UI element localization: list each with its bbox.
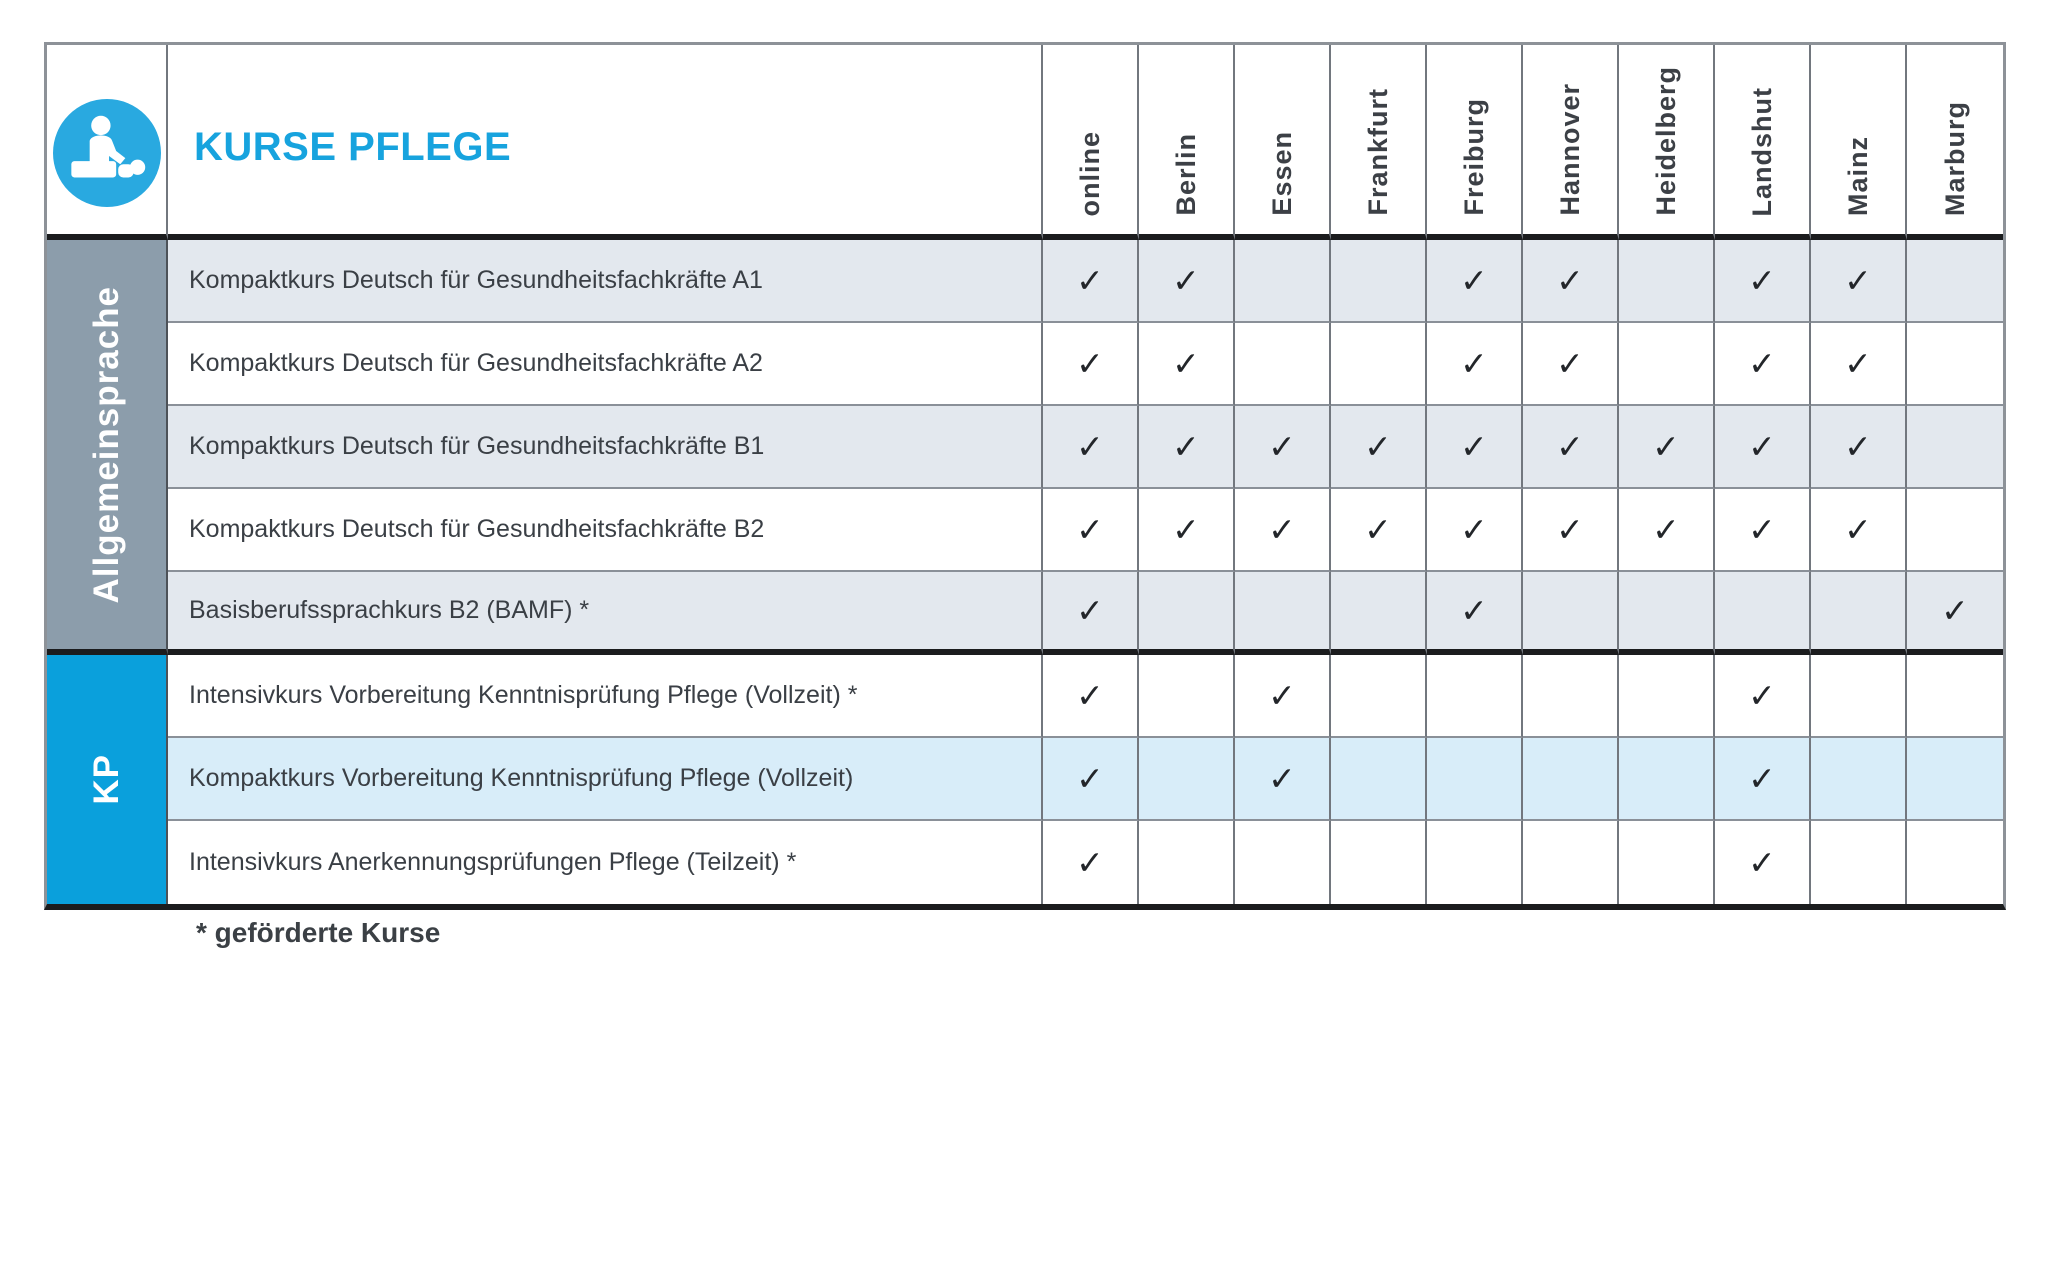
col-header-label: Freiburg	[1458, 98, 1489, 216]
check-cell	[1907, 406, 2003, 489]
section-label-allgemeinsprache	[47, 240, 168, 655]
course-name: Kompaktkurs Deutsch für Gesundheitsfachkräfte B1	[168, 406, 1043, 489]
col-header-label: Essen	[1266, 131, 1297, 216]
check-cell	[1139, 821, 1235, 904]
section-label-text: Allgemeinsprache	[86, 285, 126, 604]
check-cell: ✓	[1523, 406, 1619, 489]
check-cell: ✓	[1043, 323, 1139, 406]
col-header-hannover	[1523, 45, 1619, 240]
col-header-label: Marburg	[1939, 101, 1970, 216]
check-cell	[1523, 572, 1619, 655]
check-cell	[1907, 323, 2003, 406]
table-title-cell	[168, 45, 1043, 240]
check-cell: ✓	[1139, 240, 1235, 323]
check-cell: ✓	[1139, 489, 1235, 572]
check-cell	[1907, 240, 2003, 323]
check-cell	[1619, 821, 1715, 904]
course-name: Kompaktkurs Deutsch für Gesundheitsfachkräfte B2	[168, 489, 1043, 572]
check-cell	[1907, 655, 2003, 738]
col-header-berlin	[1139, 45, 1235, 240]
col-header-heidelberg	[1619, 45, 1715, 240]
col-header-marburg	[1907, 45, 2003, 240]
check-cell: ✓	[1523, 489, 1619, 572]
check-cell	[1331, 572, 1427, 655]
check-cell: ✓	[1715, 738, 1811, 821]
check-cell: ✓	[1715, 406, 1811, 489]
check-cell: ✓	[1235, 655, 1331, 738]
check-cell: ✓	[1715, 489, 1811, 572]
col-header-label: online	[1074, 130, 1105, 216]
check-cell	[1427, 821, 1523, 904]
check-cell	[1139, 572, 1235, 655]
check-cell: ✓	[1427, 323, 1523, 406]
check-cell: ✓	[1427, 406, 1523, 489]
check-cell: ✓	[1331, 406, 1427, 489]
check-cell: ✓	[1523, 323, 1619, 406]
check-cell: ✓	[1331, 489, 1427, 572]
check-cell	[1811, 738, 1907, 821]
check-cell	[1811, 821, 1907, 904]
check-cell: ✓	[1907, 572, 2003, 655]
section-label-text: KP	[86, 754, 126, 805]
check-cell: ✓	[1139, 323, 1235, 406]
check-cell	[1235, 240, 1331, 323]
check-cell: ✓	[1427, 572, 1523, 655]
check-cell	[1907, 738, 2003, 821]
check-cell	[1619, 572, 1715, 655]
col-header-label: Frankfurt	[1362, 88, 1393, 216]
check-cell	[1235, 821, 1331, 904]
course-name: Intensivkurs Anerkennungsprüfungen Pflege (Teilzeit) *	[168, 821, 1043, 904]
check-cell: ✓	[1427, 489, 1523, 572]
check-cell: ✓	[1619, 489, 1715, 572]
check-cell	[1331, 240, 1427, 323]
check-cell	[1331, 323, 1427, 406]
check-cell	[1139, 655, 1235, 738]
check-cell	[1523, 821, 1619, 904]
check-cell	[1331, 655, 1427, 738]
check-cell: ✓	[1619, 406, 1715, 489]
check-cell: ✓	[1043, 489, 1139, 572]
check-cell: ✓	[1811, 406, 1907, 489]
check-cell: ✓	[1811, 240, 1907, 323]
check-cell	[1427, 655, 1523, 738]
check-cell	[1523, 655, 1619, 738]
check-cell	[1139, 738, 1235, 821]
check-cell: ✓	[1715, 323, 1811, 406]
check-cell	[1907, 489, 2003, 572]
check-cell	[1235, 323, 1331, 406]
section-label-kp	[47, 655, 168, 904]
col-header-label: Berlin	[1170, 133, 1201, 216]
col-header-online	[1043, 45, 1139, 240]
check-cell: ✓	[1235, 738, 1331, 821]
check-cell: ✓	[1043, 738, 1139, 821]
check-cell: ✓	[1043, 572, 1139, 655]
col-header-mainz	[1811, 45, 1907, 240]
footnote: * geförderte Kurse	[196, 917, 441, 948]
page-title: KURSE PFLEGE	[194, 125, 512, 169]
course-name: Intensivkurs Vorbereitung Kenntnisprüfung Pflege (Vollzeit) *	[168, 655, 1043, 738]
check-cell: ✓	[1235, 406, 1331, 489]
check-cell	[1811, 655, 1907, 738]
check-cell	[1331, 821, 1427, 904]
check-cell	[1907, 821, 2003, 904]
check-cell	[1619, 738, 1715, 821]
check-cell: ✓	[1043, 406, 1139, 489]
course-name: Kompaktkurs Deutsch für Gesundheitsfachkräfte A2	[168, 323, 1043, 406]
check-cell: ✓	[1811, 323, 1907, 406]
course-name: Kompaktkurs Deutsch für Gesundheitsfachkräfte A1	[168, 240, 1043, 323]
course-name: Kompaktkurs Vorbereitung Kenntnisprüfung Pflege (Vollzeit)	[168, 738, 1043, 821]
course-name: Basisberufssprachkurs B2 (BAMF) *	[168, 572, 1043, 655]
check-cell: ✓	[1715, 821, 1811, 904]
check-cell: ✓	[1043, 240, 1139, 323]
check-cell	[1619, 240, 1715, 323]
col-header-label: Heidelberg	[1650, 66, 1681, 216]
col-header-label: Mainz	[1842, 135, 1873, 216]
nursing-care-icon	[53, 99, 161, 207]
col-header-freiburg	[1427, 45, 1523, 240]
col-header-label: Landshut	[1746, 86, 1777, 216]
check-cell: ✓	[1043, 655, 1139, 738]
check-cell: ✓	[1715, 655, 1811, 738]
check-cell	[1811, 572, 1907, 655]
check-cell	[1619, 323, 1715, 406]
col-header-label: Hannover	[1554, 83, 1585, 216]
check-cell: ✓	[1715, 240, 1811, 323]
check-cell: ✓	[1427, 240, 1523, 323]
check-cell	[1427, 738, 1523, 821]
check-cell: ✓	[1043, 821, 1139, 904]
check-cell	[1715, 572, 1811, 655]
check-cell	[1619, 655, 1715, 738]
check-cell: ✓	[1235, 489, 1331, 572]
logo-cell	[47, 45, 168, 240]
check-cell: ✓	[1811, 489, 1907, 572]
kurse-pflege-table	[44, 42, 2006, 910]
check-cell: ✓	[1523, 240, 1619, 323]
col-header-essen	[1235, 45, 1331, 240]
col-header-landshut	[1715, 45, 1811, 240]
check-cell	[1331, 738, 1427, 821]
check-cell	[1523, 738, 1619, 821]
col-header-frankfurt	[1331, 45, 1427, 240]
check-cell: ✓	[1139, 406, 1235, 489]
check-cell	[1235, 572, 1331, 655]
